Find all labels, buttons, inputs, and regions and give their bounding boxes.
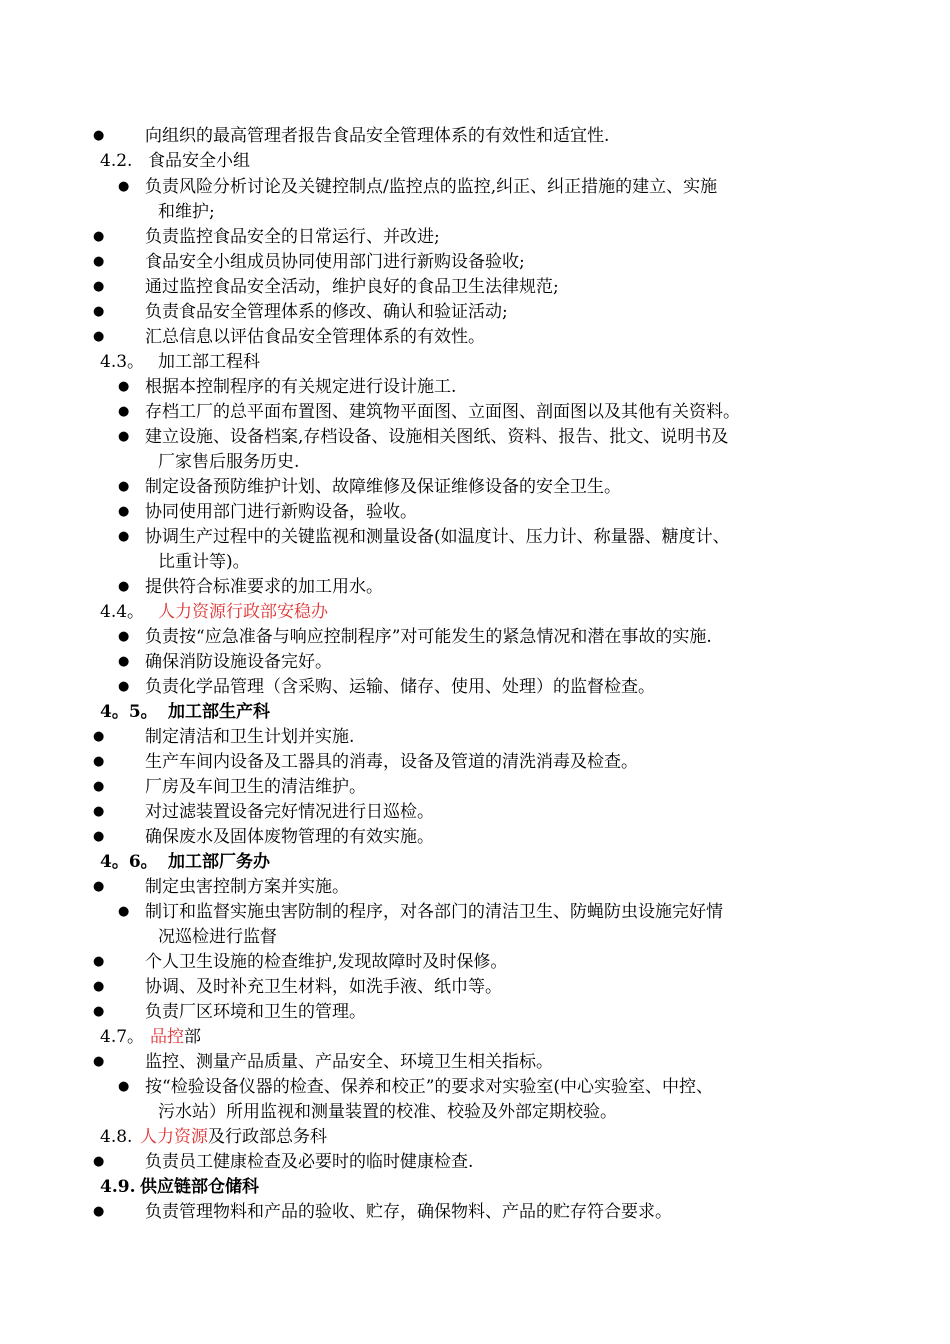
list-item: 存档工厂的总平面布置图、建筑物平面图、立面图、剖面图以及其他有关资料。 [145, 402, 740, 422]
list-item: 确保废水及固体废物管理的有效实施。 [145, 827, 434, 847]
list-item: 负责化学品管理（含采购、运输、储存、使用、处理）的监督检查。 [145, 677, 655, 697]
section-number: 4。5。 [100, 702, 158, 722]
list-item: 制订和监督实施虫害防制的程序，对各部门的清洁卫生、防蝇防虫设施完好情 [145, 902, 723, 922]
section-heading: 人力资源行政部安稳办 [158, 602, 328, 622]
list-item: 按“检验设备仪器的检查、保养和校正”的要求对实验室(中心实验室、中控、 [145, 1077, 714, 1097]
bullet-icon: ● [93, 979, 105, 994]
list-item: 根据本控制程序的有关规定进行设计施工. [145, 377, 457, 397]
bullet-icon: ● [93, 229, 105, 244]
bullet-icon: ● [118, 529, 130, 544]
bullet-icon: ● [118, 379, 130, 394]
list-item: 协同使用部门进行新购设备，验收。 [145, 502, 417, 522]
bullet-icon: ● [93, 954, 105, 969]
bullet-icon: ● [93, 879, 105, 894]
section-heading: 供应链部仓储科 [140, 1177, 259, 1197]
list-item-continuation: 厂家售后服务历史. [158, 452, 300, 472]
bullet-icon: ● [118, 629, 130, 644]
section-heading-highlight: 品控 [150, 1027, 184, 1047]
bullet-icon: ● [93, 329, 105, 344]
bullet-icon: ● [118, 1079, 130, 1094]
bullet-icon: ● [118, 504, 130, 519]
bullet-icon: ● [93, 254, 105, 269]
list-item: 厂房及车间卫生的清洁维护。 [145, 777, 366, 797]
list-item-continuation: 和维护; [158, 202, 215, 222]
section-heading: 部 [184, 1027, 201, 1047]
bullet-icon: ● [118, 479, 130, 494]
bullet-icon: ● [93, 128, 105, 143]
bullet-icon: ● [118, 904, 130, 919]
section-number: 4。6。 [100, 852, 158, 872]
bullet-icon: ● [93, 1204, 105, 1219]
bullet-icon: ● [118, 429, 130, 444]
list-item: 制定清洁和卫生计划并实施. [145, 727, 355, 747]
list-item: 负责按“应急准备与响应控制程序”对可能发生的紧急情况和潜在事故的实施. [145, 627, 712, 647]
bullet-icon: ● [93, 729, 105, 744]
bullet-icon: ● [93, 1054, 105, 1069]
bullet-icon: ● [93, 754, 105, 769]
section-number: 4.3。 [100, 352, 145, 372]
bullet-icon: ● [118, 404, 130, 419]
list-item: 制定虫害控制方案并实施。 [145, 877, 349, 897]
bullet-icon: ● [93, 804, 105, 819]
bullet-icon: ● [93, 1154, 105, 1169]
list-item-continuation: 比重计等)。 [158, 552, 250, 572]
bullet-icon: ● [93, 1004, 105, 1019]
section-number: 4.2. [100, 151, 133, 171]
list-item: 负责食品安全管理体系的修改、确认和验证活动; [145, 302, 508, 322]
list-item: 通过监控食品安全活动，维护良好的食品卫生法律规范; [145, 277, 559, 297]
section-number: 4.4。 [100, 602, 145, 622]
list-item: 监控、测量产品质量、产品安全、环境卫生相关指标。 [145, 1052, 553, 1072]
list-item-continuation: 污水站）所用监视和测量装置的校准、校验及外部定期校验。 [158, 1102, 617, 1122]
list-item: 个人卫生设施的检查维护,发现故障时及时保修。 [145, 952, 508, 972]
list-item: 向组织的最高管理者报告食品安全管理体系的有效性和适宜性. [145, 126, 610, 146]
section-heading: 加工部厂务办 [168, 852, 270, 872]
list-item: 生产车间内设备及工器具的消毒，设备及管道的清洗消毒及检查。 [145, 752, 638, 772]
bullet-icon: ● [93, 829, 105, 844]
list-item: 负责管理物料和产品的验收、贮存，确保物料、产品的贮存符合要求。 [145, 1202, 672, 1222]
list-item: 提供符合标准要求的加工用水。 [145, 577, 383, 597]
list-item-continuation: 况巡检进行监督 [158, 927, 277, 947]
section-number: 4.7。 [100, 1027, 145, 1047]
section-heading: 加工部生产科 [168, 702, 270, 722]
section-heading: 及行政部总务科 [208, 1127, 327, 1147]
bullet-icon: ● [93, 779, 105, 794]
bullet-icon: ● [118, 179, 130, 194]
bullet-icon: ● [93, 304, 105, 319]
list-item: 建立设施、设备档案,存档设备、设施相关图纸、资料、报告、批文、说明书及 [145, 427, 729, 447]
section-heading: 加工部工程科 [158, 352, 260, 372]
list-item: 对过滤装置设备完好情况进行日巡检。 [145, 802, 434, 822]
list-item: 负责风险分析讨论及关键控制点/监控点的监控,纠正、纠正措施的建立、实施 [145, 177, 718, 197]
list-item: 负责员工健康检查及必要时的临时健康检查. [145, 1152, 474, 1172]
list-item: 汇总信息以评估食品安全管理体系的有效性。 [145, 327, 485, 347]
section-heading-highlight: 人力资源 [140, 1127, 208, 1147]
list-item: 制定设备预防维护计划、故障维修及保证维修设备的安全卫生。 [145, 477, 621, 497]
section-number: 4.8. [100, 1127, 133, 1147]
section-heading: 食品安全小组 [148, 151, 250, 171]
bullet-icon: ● [118, 579, 130, 594]
bullet-icon: ● [118, 654, 130, 669]
section-number: 4.9. [100, 1177, 136, 1197]
list-item: 食品安全小组成员协同使用部门进行新购设备验收; [145, 252, 525, 272]
bullet-icon: ● [118, 679, 130, 694]
list-item: 协调、及时补充卫生材料，如洗手液、纸巾等。 [145, 977, 502, 997]
list-item: 确保消防设施设备完好。 [145, 652, 332, 672]
list-item: 协调生产过程中的关键监视和测量设备(如温度计、压力计、称量器、糖度计、 [145, 527, 730, 547]
list-item: 负责厂区环境和卫生的管理。 [145, 1002, 366, 1022]
bullet-icon: ● [93, 279, 105, 294]
list-item: 负责监控食品安全的日常运行、并改进; [145, 227, 440, 247]
